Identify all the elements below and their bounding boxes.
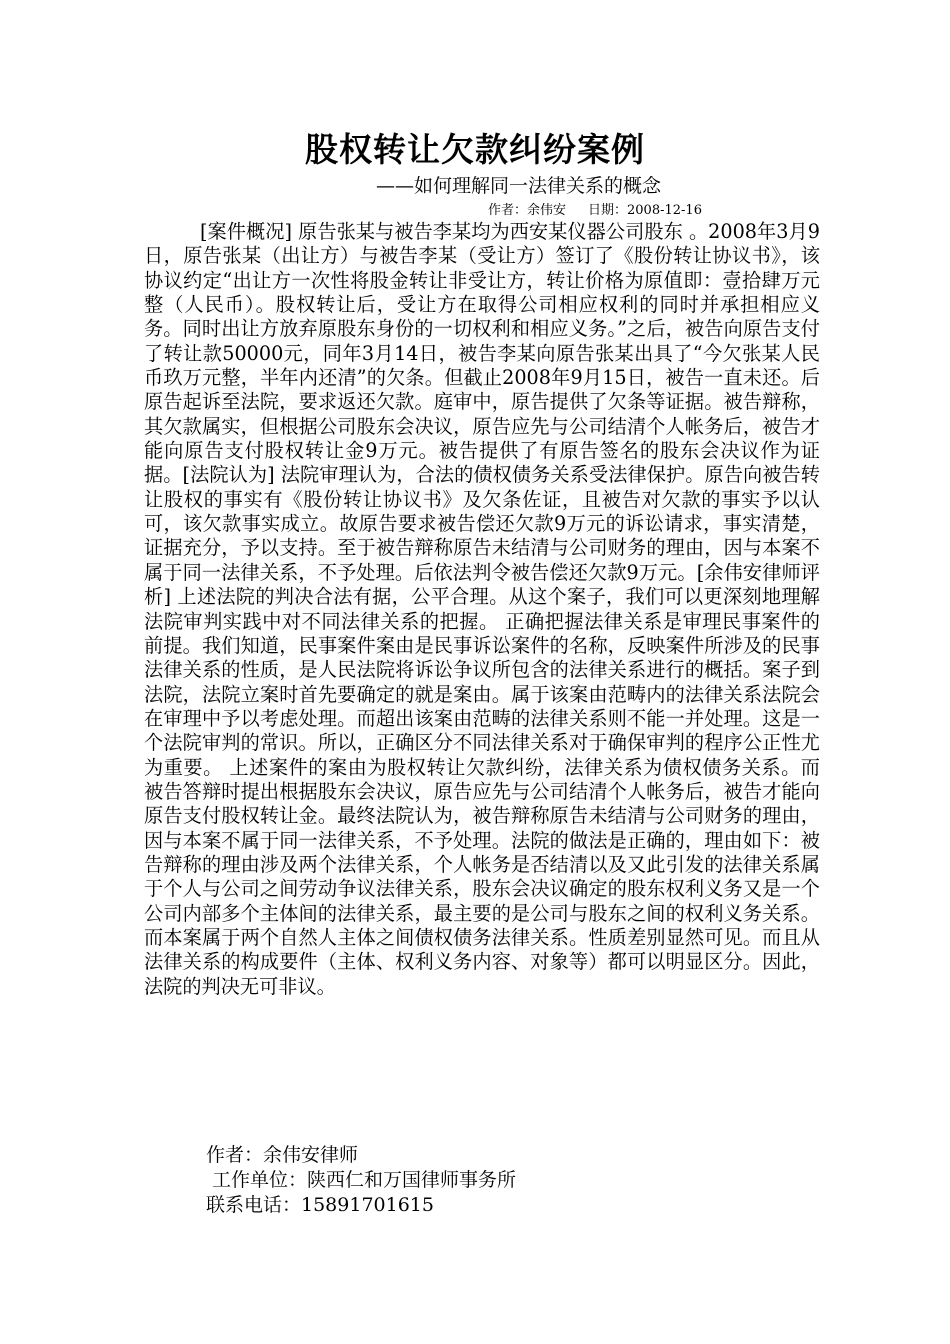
date-line: 日期：2008-12-16 xyxy=(588,203,702,218)
author-line: 作者：余伟安 xyxy=(488,203,567,218)
signature-unit: 工作单位：陕西仁和万国律师事务所 xyxy=(212,1169,517,1191)
document-body: [案件概况] 原告张某与被告李某均为西安某仪器公司股东 。2008年3月9日，原告张某（出让方）与被告李某（受让方）签订了《股份转让协议书》，该协议约定“出让方一次性将股金转让非受让方，转让价格为原值即：壹拾肆万元整（人民币）。股权转让后，受让方在取得公司相应权利的同时并承担相应义务。同时出让方放弃原股东身份的一切权利和相应义务。”之后，被告向原告支付了转让款50000元，同年3月14日，被告李某向原告张某出具了“今欠张某人民币玖万元整，半年内还清”的欠条。但截止2008年9月15日，被告一直未还。后原告起诉至法院，要求返还欠款。庭审中，原告提供了欠条等证据。被告辩称，其欠款属实，但根据公司股东会决议，原告应先与公司结清个人帐务后，被告才能向原告支付股权转让金9万元。被告提供了有原告签名的股东会决议作为证据。[法院认为] 法院审理认为，合法的债权债务关系受法律保护。原告向被告转让股权的事实有《股份转让协议书》及欠条佐证，且被告对欠款的事实予以认可，该欠款事实成立。故原告要求被告偿还欠款9万元的诉讼请求，事实清楚，证据充分，予以支持。至于被告辩称原告未结清与公司财务的理由，因与本案不属于同一法律关系，不予处理。后依法判令被告偿还欠款9万元。[余伟安律师评析] 上述法院的判决合法有据，公平合理。从这个案子，我们可以更深刻地理解法院审判实践中对不同法律关系的把握。 正确把握法律关系是审理民事案件的前提。我们知道，民事案件案由是民事诉讼案件的名称，反映案件所涉及的民事法律关系的性质，是人民法院将诉讼争议所包含的法律关系进行的概括。案子到法院，法院立案时首先要确定的就是案由。属于该案由范畴内的法律关系法院会在审理中予以考虑处理。而超出该案由范畴的法律关系则不能一并处理。这是一个法院审判的常识。所以，正确区分不同法律关系对于确保审判的程序公正性尤为重要。 上述案件的案由为股权转让欠款纠纷，法律关系为债权债务关系。而被告答辩时提出根据股东会决议，原告应先与公司结清个人帐务后，被告才能向原告支付股权转让金。最终法院认为，被告辩称原告未结清与公司财务的理由，因与本案不属于同一法律关系，不予处理。法院的做法是正确的，理由如下：被告辩称的理由涉及两个法律关系，个人帐务是否结清以及又此引发的法律关系属于个人与公司之间劳动争议法律关系，股东会决议确定的股东权利义务又是一个公司内部多个主体间的法律关系，最主要的是公司与股东之间的权利义务关系。而本案属于两个自然人主体之间债权债务法律关系。性质差别显然可见。而且从法律关系的构成要件（主体、权利义务内容、对象等）都可以明显区分。因此，法院的判决无可非议。 xyxy=(144,220,820,998)
document-subtitle: ——如何理解同一法律关系的概念 xyxy=(376,175,662,197)
document-title: 股权转让欠款纠纷案例 xyxy=(305,130,645,169)
document-meta xyxy=(488,202,702,220)
signature-author: 作者：余伟安律师 xyxy=(206,1144,359,1166)
signature-phone: 联系电话：15891701615 xyxy=(206,1194,434,1216)
